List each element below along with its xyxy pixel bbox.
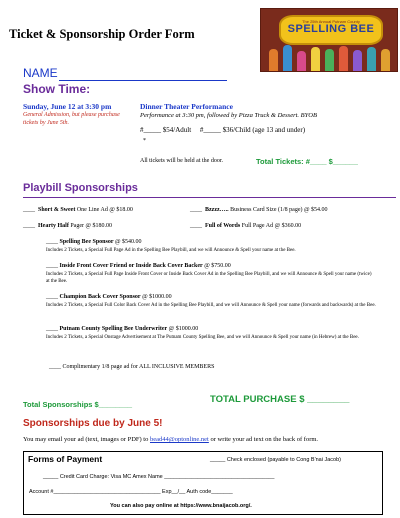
show-date: Sunday, June 12 at 3:30 pm bbox=[23, 102, 112, 111]
credit-card-option[interactable]: _____ Credit Card Charge: Visa MC Amex Name ____________________________________ bbox=[43, 474, 275, 480]
account-fields[interactable]: Account #___________________________________ Exp__/__ Auth code_______ bbox=[29, 489, 233, 495]
ticket-prices bbox=[140, 126, 305, 134]
total-tickets[interactable]: Total Tickets: #____ $______ bbox=[256, 157, 358, 166]
form-title: Ticket & Sponsorship Order Form bbox=[9, 27, 195, 41]
complimentary-option[interactable]: ____ Complimentary 1/8 page ad for ALL INCLUSIVE MEMBERS bbox=[49, 364, 215, 370]
payment-heading: Forms of Payment bbox=[28, 454, 103, 464]
logo-subtitle: The 25th Annual Putnam County bbox=[302, 19, 360, 24]
total-purchase[interactable]: TOTAL PURCHASE $ ________ bbox=[210, 394, 350, 405]
show-time-heading: Show Time: bbox=[23, 82, 91, 96]
spelling-bee-logo bbox=[260, 8, 398, 72]
logo-title: SPELLING BEE bbox=[287, 23, 375, 35]
total-sponsorships[interactable]: Total Sponsorships $________ bbox=[23, 400, 133, 409]
cover-friend-option[interactable]: ____ Inside Front Cover Friend or Inside Back Cover Backer @ $750.00 bbox=[46, 263, 231, 269]
name-line[interactable] bbox=[59, 66, 227, 81]
champion-back-cover-option[interactable]: ____ Champion Back Cover Sponsor @ $1000.00 bbox=[46, 294, 172, 300]
online-payment-note: You can also pay online at https://www.bnaijacob.org/. bbox=[110, 503, 252, 509]
cover-friend-desc: Includes 2 Tickets, a Special Full Page Inside Front Cover or Inside Back Cover Ad in the Spelling Bee Playbill, and we will Announce & Spell your name (twice) at the Bee. bbox=[46, 272, 372, 284]
due-date-notice: Sponsorships due by June 5! bbox=[23, 418, 163, 429]
dinner-theater-title: Dinner Theater Performance bbox=[140, 102, 233, 111]
general-admission-note: General Admission, but please purchase tickets by June 5th. bbox=[23, 112, 120, 126]
name-label: NAME bbox=[23, 66, 58, 80]
adult-price[interactable]: #_____ $54/Adult bbox=[140, 126, 192, 134]
asterisk-note: * bbox=[143, 138, 146, 144]
short-sweet-option[interactable]: ____ Short & Sweet One Line Ad @ $18.00 bbox=[23, 207, 133, 213]
performance-note: Performance at 3:30 pm, followed by Pizza Truck & Dessert. BYOB bbox=[140, 112, 317, 119]
underwriter-option[interactable]: ____ Putnam County Spelling Bee Underwriter @ $1000.00 bbox=[46, 326, 199, 332]
door-note: All tickets will be held at the door. bbox=[140, 158, 223, 164]
spelling-bee-sponsor-option[interactable]: ____ Spelling Bee Sponsor @ $540.00 bbox=[46, 239, 142, 245]
champion-back-cover-desc: Includes 2 Tickets, a Special Full Color Back Cover Ad in the Spelling Bee Playbill, and we will Announce & Spell your name (forwards and backwards) at the Bee. bbox=[46, 303, 376, 308]
playbill-heading: Playbill Sponsorships bbox=[23, 182, 138, 194]
full-of-words-option[interactable]: ____ Full of Words Full Page Ad @ $360.00 bbox=[190, 223, 302, 229]
section-divider bbox=[23, 197, 396, 198]
spelling-bee-sponsor-desc: Includes 2 Tickets, a Special Full Page Ad in the Spelling Bee Playbill, and we will Announce & Spell your name at the Bee. bbox=[46, 248, 296, 253]
hearty-half-option[interactable]: ____ Hearty Half Pager @ $180.00 bbox=[23, 223, 113, 229]
check-option[interactable]: _____ Check enclosed (payable to Cong B'nai Jacob) bbox=[210, 457, 341, 463]
underwriter-desc: Includes 2 Tickets, a Special Onstage Advertisement at The Putnam County Spelling Bee, and we will Announce & Spell your name (in Hebrew) at the Bee. bbox=[46, 335, 359, 340]
bzzzz-option[interactable]: ____ Bzzzz….. Business Card Size (1/8 page) @ $54.00 bbox=[190, 207, 328, 213]
logo-sign bbox=[279, 15, 383, 45]
email-link[interactable]: bead44@optonline.net bbox=[149, 436, 209, 443]
name-field[interactable] bbox=[23, 66, 227, 81]
child-price[interactable]: #_____ $36/Child (age 13 and under) bbox=[199, 126, 306, 134]
email-instructions: You may email your ad (text, images or PDF) to bead44@optonline.net or write your ad text on the back of form. bbox=[23, 436, 319, 443]
